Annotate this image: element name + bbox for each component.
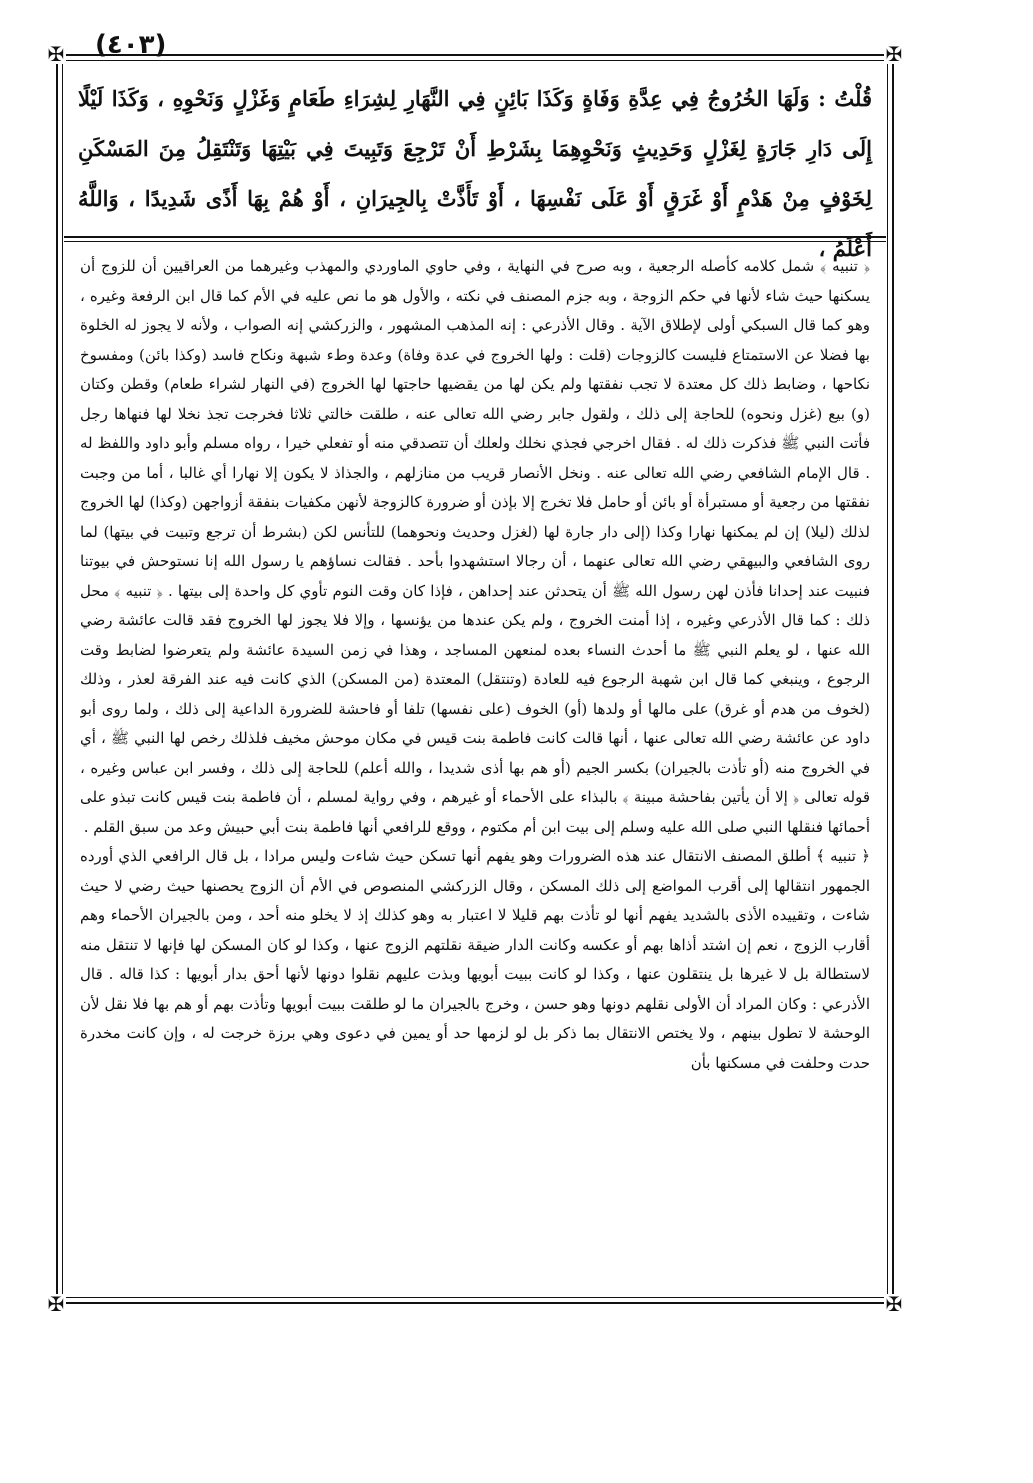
- page-number: (٤٠٣): [95, 30, 167, 60]
- ornament-corner-icon: ✠: [885, 42, 903, 66]
- main-text: قُلْتُ : وَلَهَا الخُرُوجُ فِي عِدَّةِ وَفَاةٍ وَكَذَا بَائِنٍ فِي النَّهَارِ لِشِرَاءِ طَعَامٍ وَغَزْلٍ وَنَحْوِهِ ، وَكَذَا لَيْلًا إِلَى دَارِ جَارَةٍ لِغَزْلٍ وَحَدِيثٍ وَنَحْوِهِمَا بِشَرْطِ أَنْ تَرْجِعَ وَتَبِيتَ فِي بَيْتِهَا وَتَنْتَقِلُ مِنَ المَسْكَنِ لِخَوْفٍ مِنْ هَدْمٍ أَوْ غَرَقٍ أَوْ عَلَى نَفْسِهَا ، أَوْ تَأَذَّتْ بِالجِيرَانِ ، أَوْ هُمْ بِهَا أَذًى شَدِيدًا ، وَاللَّهُ أَعْلَمُ ،: [78, 86, 872, 261]
- ornament-corner-icon: ✠: [47, 42, 65, 66]
- commentary-paragraph: ﴿ تنبيه ﴾ شمل كلامه كأصله الرجعية ، وبه صرح في النهاية ، وفي حاوي الماوردي والمهذب وغيرهما من العراقيين أن للزوج أن يسكنها حيث شاء لأنها في حكم الزوجة ، وبه جزم المصنف في نكته ، والأول هو ما نص عليه في الأم كما قال ابن الرفعة وغيره ، وهو كما قال السبكي أولى لإطلاق الآية . وقال الأذرعي : إنه المذهب المشهور ، والزركشي إنه الصواب ، ولأنه لا يجوز له الخلوة بها فضلا عن الاستمتاع فليست كالزوجات (قلت : ولها الخروج في عدة وفاة) وعدة وطء شبهة ونكاح فاسد (وكذا بائن) ومفسوخ نكاحها ، وضابط ذلك كل معتدة لا تجب نفقتها ولم يكن لها من يقضيها حاجتها لها الخروج (في النهار لشراء طعام) وقطن وكتان (و) بيع (غزل ونحوه) للحاجة إلى ذلك ، ولقول جابر رضي الله تعالى عنه ، طلقت خالتي ثلاثا فخرجت تجذ نخلا لها فنهاها رجل فأتت النبي ﷺ فذكرت ذلك له . فقال اخرجي فجذي نخلك ولعلك أن تتصدقي منه أو تفعلي خيرا ، رواه مسلم وأبو داود واللفظ له . قال الإمام الشافعي رضي الله تعالى عنه . ونخل الأنصار قريب من منازلهم ، والجذاذ لا يكون إلا نهارا أي غالبا ، أما من وجبت نفقتها من رجعية أو مستبرأة أو بائن أو حامل فلا تخرج إلا بإذن أو ضرورة كالزوجة لأنهن مكفيات بنفقة أزواجهن (وكذا) لها الخروج لذلك (ليلا) إن لم يمكنها نهارا وكذا (إلى دار جارة لها (لغزل وحديث ونحوهما) للتأنس لكن (بشرط أن ترجع وتبيت في بيتها) لما روى الشافعي والبيهقي رضي الله تعالى عنهما ، أن رجالا استشهدوا بأحد . فقالت نساؤهم يا رسول الله إنا نستوحش في بيوتنا فنبيت عند إحدانا فأذن لهن رسول الله ﷺ أن يتحدثن عند إحداهن ، فإذا كان وقت النوم تأوي كل واحدة إلى بيتها . ﴿ تنبيه ﴾ محل ذلك : كما قال الأذرعي وغيره ، إذا أمنت الخروج ، ولم يكن عندها من يؤنسها ، وإلا فلا يجوز لها الخروج فقد قالت عائشة رضي الله عنها ، لو يعلم النبي ﷺ ما أحدث النساء بعده لمنعهن المساجد ، وهذا في زمن السيدة عائشة ولم يتعرضوا لضابط وقت الرجوع ، وينبغي كما قال ابن شهبة الرجوع فيه للعادة (وتنتقل) المعتدة (من المسكن) الذي كانت فيه عند الفرقة لعذر ، وذلك (لخوف من هدم أو غرق) على مالها أو ولدها (أو) الخوف (على نفسها) تلفا أو فاحشة للضرورة الداعية إلى ذلك ، ولما روى أبو داود عن عائشة رضي الله تعالى عنها ، أنها قالت كانت فاطمة بنت قيس في مكان موحش مخيف فلذلك رخص لها النبي ﷺ ، أي في الخروج منه (أو تأذت بالجيران) بكسر الجيم (أو هم بها أذى شديدا ، والله أعلم) للحاجة إلى ذلك ، وفسر ابن عباس وغيره ، قوله تعالى ﴿ إلا أن يأتين بفاحشة مبينة ﴾ بالبذاء على الأحماء أو غيرهم ، وفي رواية لمسلم ، أن فاطمة بنت قيس كانت تبذو على أحمائها فنقلها النبي صلى الله عليه وسلم إلى بيت ابن أم مكتوم ، ووقع للرافعي أنها فاطمة بنت أبي حبيش وعد من سبق القلم .: [80, 257, 870, 836]
- section-divider: [64, 236, 886, 238]
- ornament-corner-icon: ✠: [47, 1292, 65, 1316]
- commentary-paragraph: ﴿ تنبيه ﴾ أطلق المصنف الانتقال عند هذه الضرورات وهو يفهم أنها تسكن حيث شاءت وليس مرادا ، بل قال الرافعي الذي أورده الجمهور انتقالها إلى أقرب المواضع إلى ذلك المسكن ، وقال الزركشي المنصوص في الأم أن الزوج يحصنها حيث رضي لا حيث شاءت ، وتقييده الأذى بالشديد يفهم أنها لو تأذت بهم قليلا لا اعتبار به وهو كذلك إذ لا يخلو منه أحد ، ومن بالجيران الأحماء وهم أقارب الزوج ، نعم إن اشتد أذاها بهم أو عكسه وكانت الدار ضيقة نقلتهم الزوج عنها ، وكذا لو كان المسكن لها فإنها لا تنتقل منه لاستطالة بل لا غيرها بل ينتقلون عنها ، وكذا لو كانت ببيت أبويها وبذت عليهم نقلوا دونها لأنها أحق بدار أبويها : كذا قاله . قال الأذرعي : وكان المراد أن الأولى نقلهم دونها وهو حسن ، وخرج بالجيران ما لو طلقت ببيت أبويها وتأذت بهم أو هم بها فلا نقل لأن الوحشة لا تطول بينهم ، ولا يختص الانتقال بما ذكر بل لو لزمها حد أو يمين في دعوى وهي برزة خرجت له ، وإن كانت مخدرة حدت وحلفت في مسكنها بأن: [80, 847, 870, 1072]
- ornament-corner-icon: ✠: [885, 1292, 903, 1316]
- commentary: [80, 252, 870, 1288]
